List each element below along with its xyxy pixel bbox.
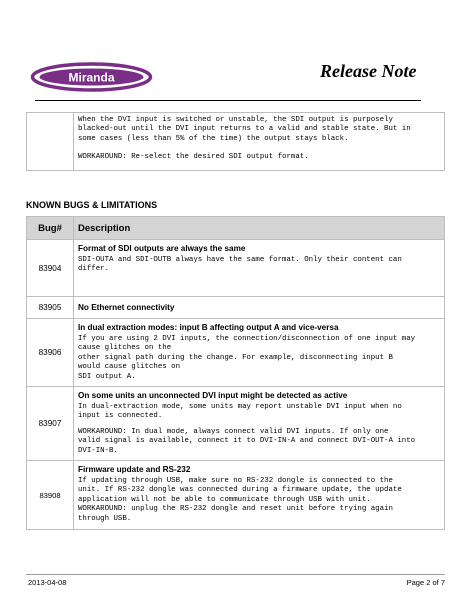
text-line: application will not be able to communicate through USB with unit. — [78, 495, 371, 504]
description-paragraph — [78, 256, 440, 275]
description-cell — [74, 113, 445, 171]
table-header-row — [27, 217, 445, 240]
bug-title: Format of SDI outputs are always the same — [78, 244, 246, 253]
table-row — [27, 461, 445, 530]
text-line: If updating through USB, make sure no RS-232 dongle is connected to the — [78, 477, 393, 486]
description-cell — [74, 297, 445, 319]
description-cell — [74, 461, 445, 530]
document-title: Release Note — [320, 61, 417, 81]
table-row — [27, 297, 445, 319]
bug-number-cell — [27, 113, 74, 171]
bug-title: No Ethernet connectivity — [78, 302, 175, 312]
description-cell — [74, 319, 445, 387]
bug-number: 83907 — [27, 387, 74, 461]
text-line: would cause glitches on — [78, 363, 181, 372]
workaround-paragraph — [78, 428, 440, 456]
footer-rule — [26, 574, 445, 575]
text-line: WORKAROUND: unplug the RS-232 dongle and reset unit before trying again — [78, 505, 393, 514]
section-heading: KNOWN BUGS & LIMITATIONS — [26, 200, 158, 210]
text-line: If you are using 2 DVI inputs, the connection/disconnection of one input may — [78, 335, 416, 343]
text-line: through USB. — [78, 514, 132, 523]
bug-number: 83905 — [27, 297, 74, 319]
workaround-paragraph — [78, 153, 440, 162]
previous-bug-table — [26, 112, 445, 171]
page-number: Page 2 of 7 — [406, 578, 445, 587]
text-line: valid signal is available, connect it to DVI-IN-A and connect DVI-OUT-A into — [78, 437, 416, 446]
text-line: some cases (less than 5% of the time) the output stays black. — [78, 134, 349, 143]
text-line: DVI-IN-B. — [78, 446, 118, 455]
bug-column-header: Bug# — [27, 217, 74, 240]
bug-title: In dual extraction modes: input B affecting output A and vice-versa — [78, 323, 339, 332]
table-row — [27, 387, 445, 461]
description-column-header: Description — [74, 217, 445, 240]
description-cell — [74, 387, 445, 461]
text-line: WORKAROUND: In dual mode, always connect valid DVI inputs. If only one — [78, 427, 389, 436]
description-paragraph — [78, 403, 440, 422]
text-line: other signal path during the change. For example, disconnecting input B — [78, 353, 393, 362]
text-line: input is connected. — [78, 412, 163, 421]
text-line: differ. — [78, 265, 110, 274]
table-row — [27, 319, 445, 387]
text-line: SDI output A. — [78, 372, 136, 381]
bug-number: 83908 — [27, 461, 74, 530]
text-line: When the DVI input is switched or unstable, the SDI output is purposely — [78, 116, 393, 124]
bug-number: 83906 — [27, 319, 74, 387]
table-row — [27, 240, 445, 297]
bug-title: On some units an unconnected DVI input might be detected as active — [78, 391, 348, 401]
logo-text: Miranda — [68, 70, 115, 85]
description-paragraph — [78, 116, 440, 144]
miranda-logo — [30, 62, 153, 92]
bug-title: Firmware update and RS-232 — [78, 465, 191, 475]
description-paragraph — [78, 477, 440, 524]
description-paragraph — [78, 335, 440, 382]
table-row — [27, 113, 445, 171]
footer-date: 2013-04-08 — [28, 578, 67, 587]
text-line: SDI-OUTA and SDI-OUTB always have the same format. Only their content can — [78, 256, 402, 264]
bug-number: 83904 — [27, 240, 74, 297]
text-line: In dual-extraction mode, some units may report unstable DVI input when no — [78, 403, 402, 412]
text-line: blacked-out until the DVI input returns to a valid and stable state. But in — [78, 125, 411, 134]
text-line: WORKAROUND: Re-select the desired SDI output format. — [78, 153, 309, 162]
text-line: cause glitches on the — [78, 344, 172, 353]
description-cell — [74, 240, 445, 297]
known-bugs-table — [26, 216, 445, 530]
text-line: unit. If RS-232 dongle was connected during a firmware update, the update — [78, 486, 402, 495]
header-rule — [35, 100, 421, 101]
